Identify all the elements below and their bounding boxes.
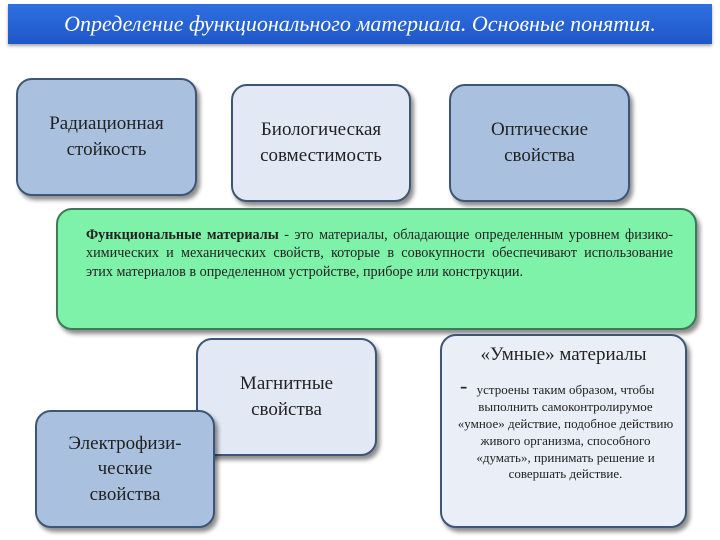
electrophysical-properties-box [35,410,215,528]
definition-term: Функциональные материалы [86,227,279,243]
biological-line1: Биологическая [260,119,382,141]
smart-materials-dash: - [460,373,468,398]
optical-properties-box [449,84,630,202]
electro-line2: ческие [97,458,153,480]
electro-line1: Электрофизи- [68,432,182,454]
smart-materials-box [440,334,687,528]
optical-line1: Оптические [490,119,589,141]
slide-title-text: Определение функционального материала. Основные понятия. [64,11,656,36]
magnetic-properties-box [196,338,377,456]
optical-line2: свойства [504,145,575,166]
magnetic-line2: свойства [251,399,322,420]
smart-materials-title: «Умные» материалы [480,344,647,365]
radiation-line1: Радиационная [49,113,164,135]
smart-materials-description: устроены таким образом, чтобы выполнить самоконтролирумое «умное» действие, подобное действию живого организма, способного «думать», принимать решение и совершать действие. [457,382,674,482]
definition-box [56,208,697,330]
radiation-line2: стойкость [66,139,147,160]
slide-title [8,4,712,44]
biocompatibility-box [231,84,411,202]
magnetic-line1: Магнитные [239,373,334,395]
biological-line2: совместимость [260,145,382,166]
radiation-resistance-box [16,78,197,196]
electro-line3: свойства [89,483,161,505]
definition-text: - это материалы, обладающие определенным уровнем физико-химических и механических свойств, которые в совокупности обеспечивают использование этих материалов в определенном устройстве, приборе или конструкции. [86,227,674,280]
